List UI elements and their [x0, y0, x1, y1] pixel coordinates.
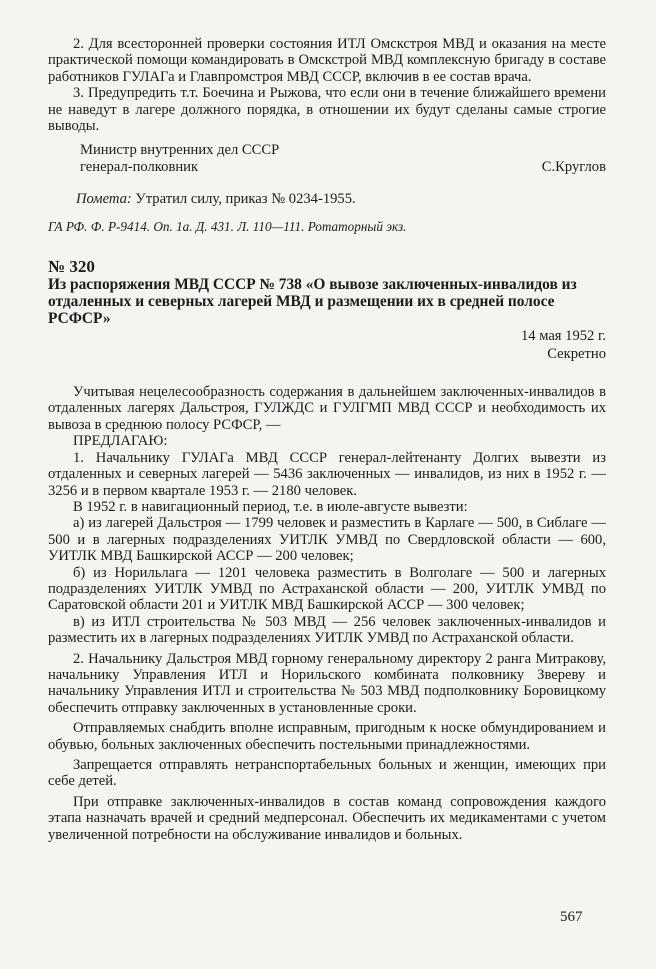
note	[48, 191, 606, 207]
body-paragraph: б) из Норильлага — 1201 человека разместить в Волголаге — 500 и лагерных подразделениях УИТЛК УМВД по Астраханской области — 200, УИТЛК УМВД по Саратовской области 201 и УИТЛК МВД Башкирской АССР — 300 человек;	[48, 564, 606, 614]
intro-paragraph-2: 2. Для всесторонней проверки состояния ИТЛ Омскстроя МВД и оказания на месте практической помощи командировать в Омскстрой МВД комплексную бригаду в составе работников ГУЛАГа и Главпромстроя МВД СССР, включив в ее состав врача.	[48, 36, 606, 85]
document-classification: Секретно	[547, 345, 606, 362]
body-paragraph: В 1952 г. в навигационный период, т.е. в июле-августе вывезти:	[73, 498, 468, 515]
body-paragraph: в) из ИТЛ строительства № 503 МВД — 256 человек заключенных-инвалидов и разместить их в лагерных подразделениях УИТЛК УМВД по Астраханской области.	[48, 613, 606, 647]
signature-block	[48, 142, 606, 175]
note-text: Утратил силу, приказ № 0234-1955.	[131, 191, 356, 208]
body-paragraph: 2. Начальнику Дальстроя МВД горному генеральному директору 2 ранга Митракову, начальнику Управления ИТЛ и Норильского комбината полковнику Звереву и начальнику Управления ИТЛ и строительства № 503 МВД подполковнику Боровицкому обеспечить отправку заключенных в установленные сроки.	[48, 650, 606, 716]
body-paragraph: 1. Начальнику ГУЛАГа МВД СССР генерал-лейтенанту Долгих вывезти из отдаленных и северных лагерей — 5436 заключенных — инвалидов, из них в 1952 г. — 3256 и в первом квартале 1953 г. — 2180 человек.	[48, 449, 606, 499]
signature-name: С.Круглов	[541, 158, 606, 175]
intro-paragraph-3: 3. Предупредить т.т. Боечина и Рыжова, что если они в течение ближайшего времени не наведут в лагере должного порядка, в отношении их будут сделаны самые строгие выводы.	[48, 85, 606, 135]
body-paragraph: Отправляемых снабдить вполне исправным, пригодным к носке обмундированием и обувью, больных заключенных обеспечить постельными принадлежностями.	[48, 720, 606, 753]
body-paragraph: а) из лагерей Дальстроя — 1799 человек и разместить в Карлаге — 500, в Сиблаге — 500 и в лагерных подразделениях УИТЛК УМВД по Свердловской области — 600, УИТЛК МВД Башкирской АССР — 200 человек;	[48, 515, 606, 565]
signature-position: Министр внутренних дел СССР	[80, 142, 280, 159]
page-number: 567	[560, 909, 583, 925]
body-paragraph: ПРЕДЛАГАЮ:	[73, 433, 168, 450]
signature-rank: генерал-полковник	[80, 158, 199, 175]
document-date: 14 мая 1952 г.	[520, 328, 606, 345]
archive-reference: ГА РФ. Ф. Р-9414. Оп. 1а. Д. 431. Л. 110—111. Ротаторный экз.	[48, 219, 407, 235]
body-paragraph: Учитывая нецелесообразность содержания в дальнейшем заключенных-инвалидов в отдаленных лагерях Дальстроя, ГУЛЖДС и ГУЛГМП МВД СССР и необходимость их вывоза в среднюю полосу РСФСР, —	[48, 384, 606, 433]
page-content	[48, 36, 606, 843]
document-number: № 320	[48, 257, 95, 277]
body-paragraph: Запрещается отправлять нетранспортабельных больных и женщин, имеющих при себе детей.	[48, 757, 606, 790]
note-label: Помета:	[76, 191, 132, 208]
document-title: Из распоряжения МВД СССР № 738 «О вывозе заключенных-инвалидов из отдаленных и северных лагерей МВД и размещении их в средней полосе РСФСР»	[48, 276, 577, 328]
body-paragraph: При отправке заключенных-инвалидов в состав команд сопровождения каждого этапа назначать врачей и средний медперсонал. Обеспечить их медикаментами с учетом увеличенной потребности на обслуживание инвалидов и больных.	[48, 793, 606, 843]
